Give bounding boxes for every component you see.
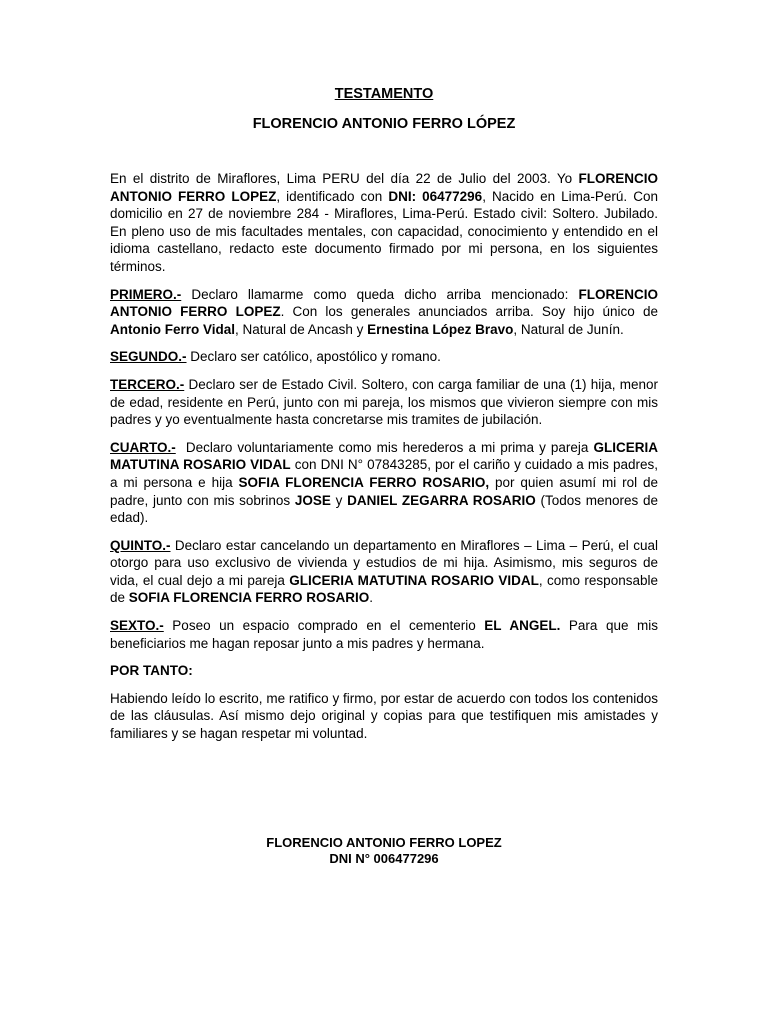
clause-sexto: SEXTO.- Poseo un espacio comprado en el cementerio EL ANGEL. Para que mis beneficiarios me hagan reposar junto a mis padres y hermana. bbox=[110, 618, 659, 651]
document-body bbox=[110, 170, 658, 753]
intro-paragraph: En el distrito de Miraflores, Lima PERU del día 22 de Julio del 2003. Yo FLORENCIO ANTONIO FERRO LOPEZ, identificado con DNI: 06477296, Nacido en Lima-Perú. Con domicilio en 27 de noviembre 284 - Miraflores, Lima-Perú. Estado civil: Soltero. Jubilado. En pleno uso de mis facultades mentales, con capacidad, conocimiento y entendido en el idioma castellano, redacto este documento firmado por mi persona, en los siguientes términos. bbox=[110, 171, 658, 274]
signature-dni: DNI N° 006477296 bbox=[329, 851, 439, 866]
clause-quinto: QUINTO.- Declaro estar cancelando un departamento en Miraflores – Lima – Perú, el cual otorgo para uso exclusivo de vivienda y estudios de mi hija. Asimismo, mis seguros de vida, el cual dejo a mi pareja GLICERIA MATUTINA ROSARIO VIDAL, como responsable de SOFIA FLORENCIA FERRO ROSARIO. bbox=[110, 537, 658, 606]
clause-label: PRIMERO.- bbox=[110, 286, 182, 302]
signature-name: FLORENCIO ANTONIO FERRO LOPEZ bbox=[266, 835, 502, 850]
clause-segundo: SEGUNDO.- Declaro ser católico, apostólico y romano. bbox=[110, 349, 441, 365]
por-tanto-heading: POR TANTO: bbox=[110, 663, 193, 679]
clause-tercero: TERCERO.- Declaro ser de Estado Civil. Soltero, con carga familiar de una (1) hija, menor de edad, residente en Perú, junto con mi pareja, los mismos que vivieron siempre con mis padres y yo eventualmente hasta concretarse mis tramites de jubilación. bbox=[110, 376, 658, 428]
clause-cuarto: CUARTO.- Declaro voluntariamente como mis herederos a mi prima y pareja GLICERIA MATUTINA ROSARIO VIDAL con DNI N° 07843285, por el cariño y cuidado a mis padres, a mi persona e hija SOFIA FLORENCIA FERRO ROSARIO, por quien asumí mi rol de padre, junto con mis sobrinos JOSE y DANIEL ZEGARRA ROSARIO (Todos menores de edad). bbox=[110, 439, 658, 526]
clause-label: SEXTO.- bbox=[110, 618, 164, 634]
document-title: TESTAMENTO bbox=[334, 86, 434, 102]
clause-primero: PRIMERO.- Declaro llamarme como queda dicho arriba mencionado: FLORENCIO ANTONIO FERRO LOPEZ. Con los generales anunciados arriba. Soy hijo único de Antonio Ferro Vidal, Natural de Ancash y Ernestina López Bravo, Natural de Junín. bbox=[110, 286, 658, 337]
clause-label: TERCERO.- bbox=[110, 376, 185, 392]
closing-paragraph: Habiendo leído lo escrito, me ratifico y firmo, por estar de acuerdo con todos los contenidos de las cláusulas. Así mismo dejo original y copias para que testifiquen mis amistades y familiares y se hagan respetar mi voluntad. bbox=[110, 690, 658, 742]
document-subtitle: FLORENCIO ANTONIO FERRO LÓPEZ bbox=[252, 116, 516, 132]
clause-label: SEGUNDO.- bbox=[110, 349, 187, 365]
signature-block bbox=[0, 835, 768, 867]
clause-label: QUINTO.- bbox=[110, 537, 171, 553]
clause-label: CUARTO.- bbox=[110, 439, 176, 455]
